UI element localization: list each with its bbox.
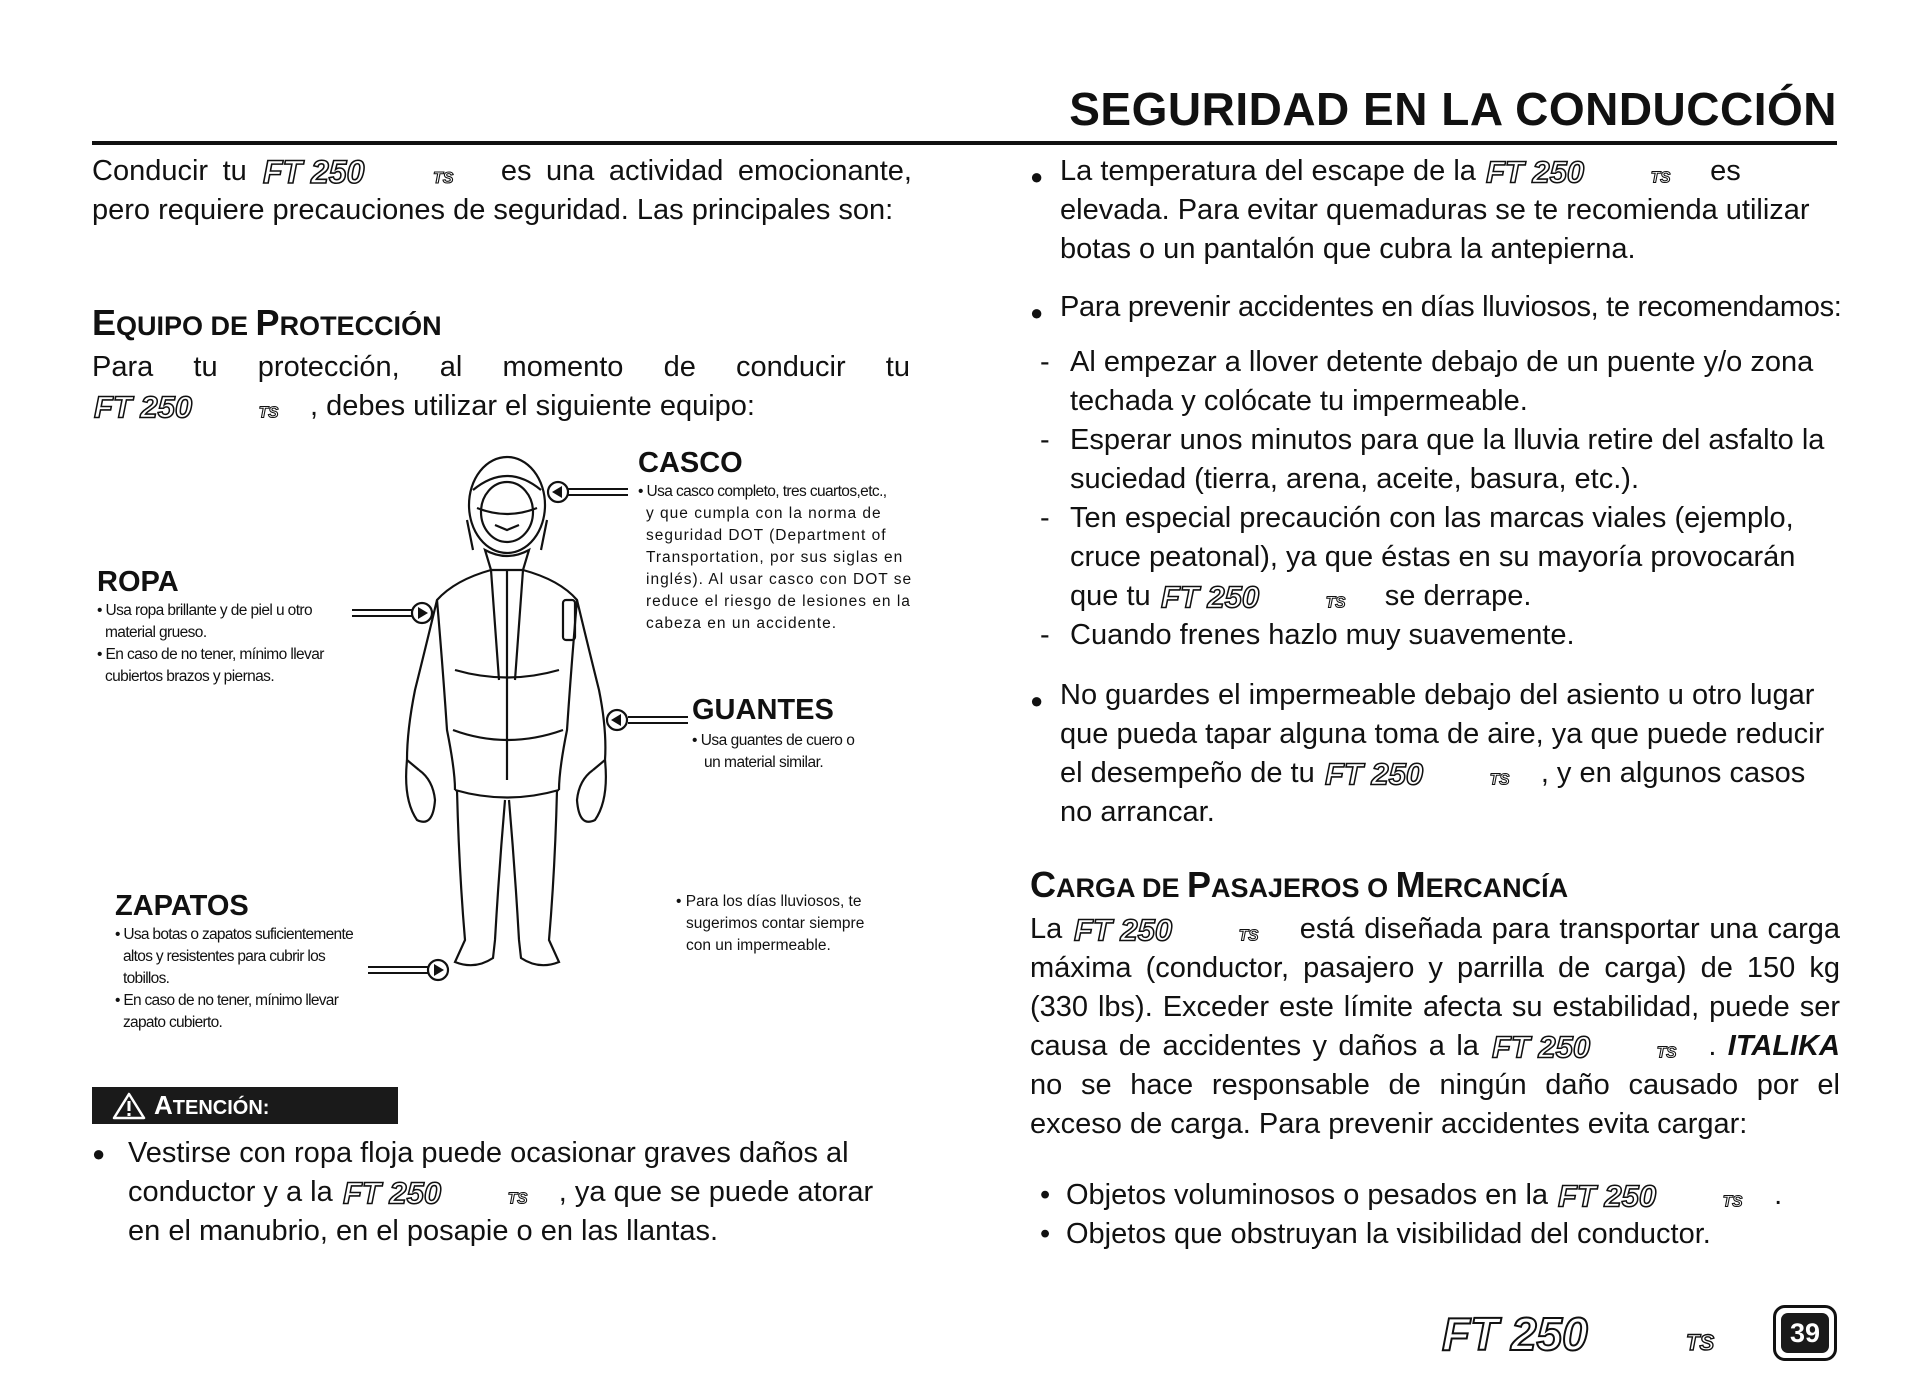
casco-text: y que cumpla con la norma de seguridad DOT (Department of Transportation, por sus siglas en inglés). Al usar casco con DOT se reduce el riesgo de lesiones en la cabeza en un accidente.: [646, 505, 913, 632]
ropa-leader: [352, 609, 414, 617]
equipo-heading: EQUIPO DE PROTECCIÓN: [92, 302, 442, 343]
zapatos-leader: [368, 966, 428, 974]
bullet-3: ●: [1030, 688, 1044, 713]
svg-text:FT 250: FT 250: [1558, 1179, 1657, 1214]
pointer-left-icon: [604, 708, 630, 732]
bullet-2: ●: [1030, 300, 1044, 325]
rider-illustration: [395, 450, 635, 990]
carga-paragraph: La FT 250 TS está diseñada para transportar una carga máxima (conductor, pasajero y parrilla de carga) de 150 kg (330 lbs). Exceder este límite afecta su estabilidad, puede ser causa de accidentes y daños a la FT 250 TS . ITALIKA no se hace responsable de ningún daño causado por el exceso de carga. Para prevenir accidentes evita cargar:: [1030, 913, 1841, 1140]
ropa-label: ROPA: [97, 566, 179, 598]
ft250-logo: [261, 155, 486, 189]
ft250-logo: [341, 1176, 559, 1210]
atencion-banner: [92, 1087, 398, 1124]
list-item: • Objetos que obstruyan la visibilidad del conductor.: [1040, 1218, 1711, 1250]
page-number-badge: [1773, 1305, 1837, 1361]
guantes-label: GUANTES: [692, 694, 834, 726]
svg-text:FT 250: FT 250: [342, 1176, 441, 1211]
list-item: - Ten especial precaución con las marcas viales (ejemplo, cruce peatonal), ya que éstas en su mayoría provocarán que tu FT 250 TS se derrape.: [1040, 502, 1796, 615]
pointer-right-icon: [409, 601, 435, 625]
ropa-text: • Usa ropa brillante y de piel u otro material grueso. • En caso de no tener, mínimo llevar cubiertos brazos y piernas.: [97, 602, 324, 685]
casco-leader: [568, 488, 628, 496]
page-number: 39: [1781, 1313, 1829, 1353]
svg-text:FT 250: FT 250: [1160, 580, 1259, 615]
warning-icon: [112, 1092, 146, 1120]
zapatos-text: • Usa botas o zapatos suficientemente altos y resistentes para cubrir los tobillos. • En caso de no tener, mínimo llevar zapato cubierto.: [115, 926, 354, 1031]
equipo-line1: Para tu protección, al momento de conducir tu: [92, 351, 910, 383]
svg-text:TS: TS: [433, 170, 454, 188]
page-title: SEGURIDAD EN LA CONDUCCIÓN: [1069, 83, 1837, 135]
pointer-left-icon: [545, 480, 571, 504]
brand-name: ITALIKA: [1727, 1030, 1841, 1062]
svg-text:FT 250: FT 250: [1492, 1030, 1591, 1065]
svg-text:FT 250: FT 250: [93, 390, 193, 425]
ft250-logo: [1323, 757, 1541, 791]
svg-text:TS: TS: [1722, 1194, 1743, 1212]
svg-text:TS: TS: [1238, 928, 1259, 946]
svg-text:TS: TS: [1489, 772, 1510, 790]
ft250-logo: [1072, 913, 1290, 947]
atencion-label: ATENCIÓN:: [154, 1090, 270, 1120]
list-item: • Objetos voluminosos o pesados en la FT 250 TS .: [1040, 1179, 1783, 1214]
carga-list: [1040, 1176, 1840, 1254]
svg-text:TS: TS: [1650, 170, 1671, 188]
svg-text:FT 250: FT 250: [263, 155, 365, 190]
atencion-bullet: ●: [92, 1141, 106, 1166]
lluvia-note: • Para los días lluviosos, te sugerimos contar siempre con un impermeable.: [676, 893, 865, 954]
ft250-logo: [1484, 155, 1702, 189]
svg-text:FT 250: FT 250: [1324, 757, 1423, 792]
guantes-leader: [628, 716, 688, 724]
casco-line1: • Usa casco completo, tres cuartos,etc.,: [638, 483, 887, 500]
escape-paragraph: La temperatura del escape de la FT 250 TS es elevada. Para evitar quemaduras se te recomienda utilizar botas o un pantalón que cubra la antepierna.: [1060, 155, 1810, 265]
list-item: - Esperar unos minutos para que la lluvia retire del asfalto la suciedad (tierra, arena, aceite, basura, etc.).: [1040, 424, 1825, 495]
pointer-right-icon: [425, 958, 451, 982]
ft250-logo: [1159, 580, 1377, 614]
atencion-text: Vestirse con ropa floja puede ocasionar graves daños al conductor y a la FT 250 TS , ya que se puede atorar en el manubrio, en el posapie o en las llantas.: [128, 1137, 874, 1247]
zapatos-label: ZAPATOS: [115, 890, 249, 922]
ft250-logo: [1556, 1179, 1774, 1213]
guantes-text: • Usa guantes de cuero o un material similar.: [692, 732, 855, 771]
header-rule: [92, 141, 1837, 145]
impermeable-paragraph: No guardes el impermeable debajo del asiento u otro lugar que pueda tapar alguna toma de aire, ya que puede reducir el desempeño de tu FT 250 TS , y en algunos casos no arrancar.: [1060, 679, 1825, 828]
svg-text:TS: TS: [258, 405, 279, 423]
svg-text:FT 250: FT 250: [1073, 913, 1173, 948]
equipo-line2: FT 250 TS , debes utilizar el siguiente equipo:: [93, 390, 755, 425]
list-item: - Al empezar a llover detente debajo de un puente y/o zona techada y colócate tu impermeable.: [1040, 346, 1814, 417]
bullet-1: ●: [1030, 164, 1044, 189]
svg-text:FT 250: FT 250: [1442, 1310, 1588, 1356]
carga-heading: CARGA DE PASAJEROS O MERCANCÍA: [1030, 864, 1569, 905]
ft250-logo: [92, 390, 310, 424]
svg-text:FT 250: FT 250: [1485, 155, 1585, 190]
list-item: - Cuando frenes hazlo muy suavemente.: [1040, 619, 1575, 651]
intro-paragraph: Conducir tu FT 250 TS es una actividad emocionante, pero requiere precauciones de seguridad. Las principales son:: [92, 155, 912, 226]
svg-text:TS: TS: [507, 1191, 528, 1209]
lluvia-list: [1040, 343, 1840, 655]
footer-ft250-logo: [1440, 1310, 1760, 1356]
lluvia-intro: Para prevenir accidentes en días lluviosos, te recomendamos:: [1060, 291, 1842, 323]
svg-text:TS: TS: [1686, 1330, 1715, 1355]
ft250-logo: [1490, 1030, 1708, 1064]
casco-label: CASCO: [638, 447, 743, 479]
svg-text:TS: TS: [1656, 1045, 1677, 1063]
svg-text:TS: TS: [1325, 595, 1346, 613]
